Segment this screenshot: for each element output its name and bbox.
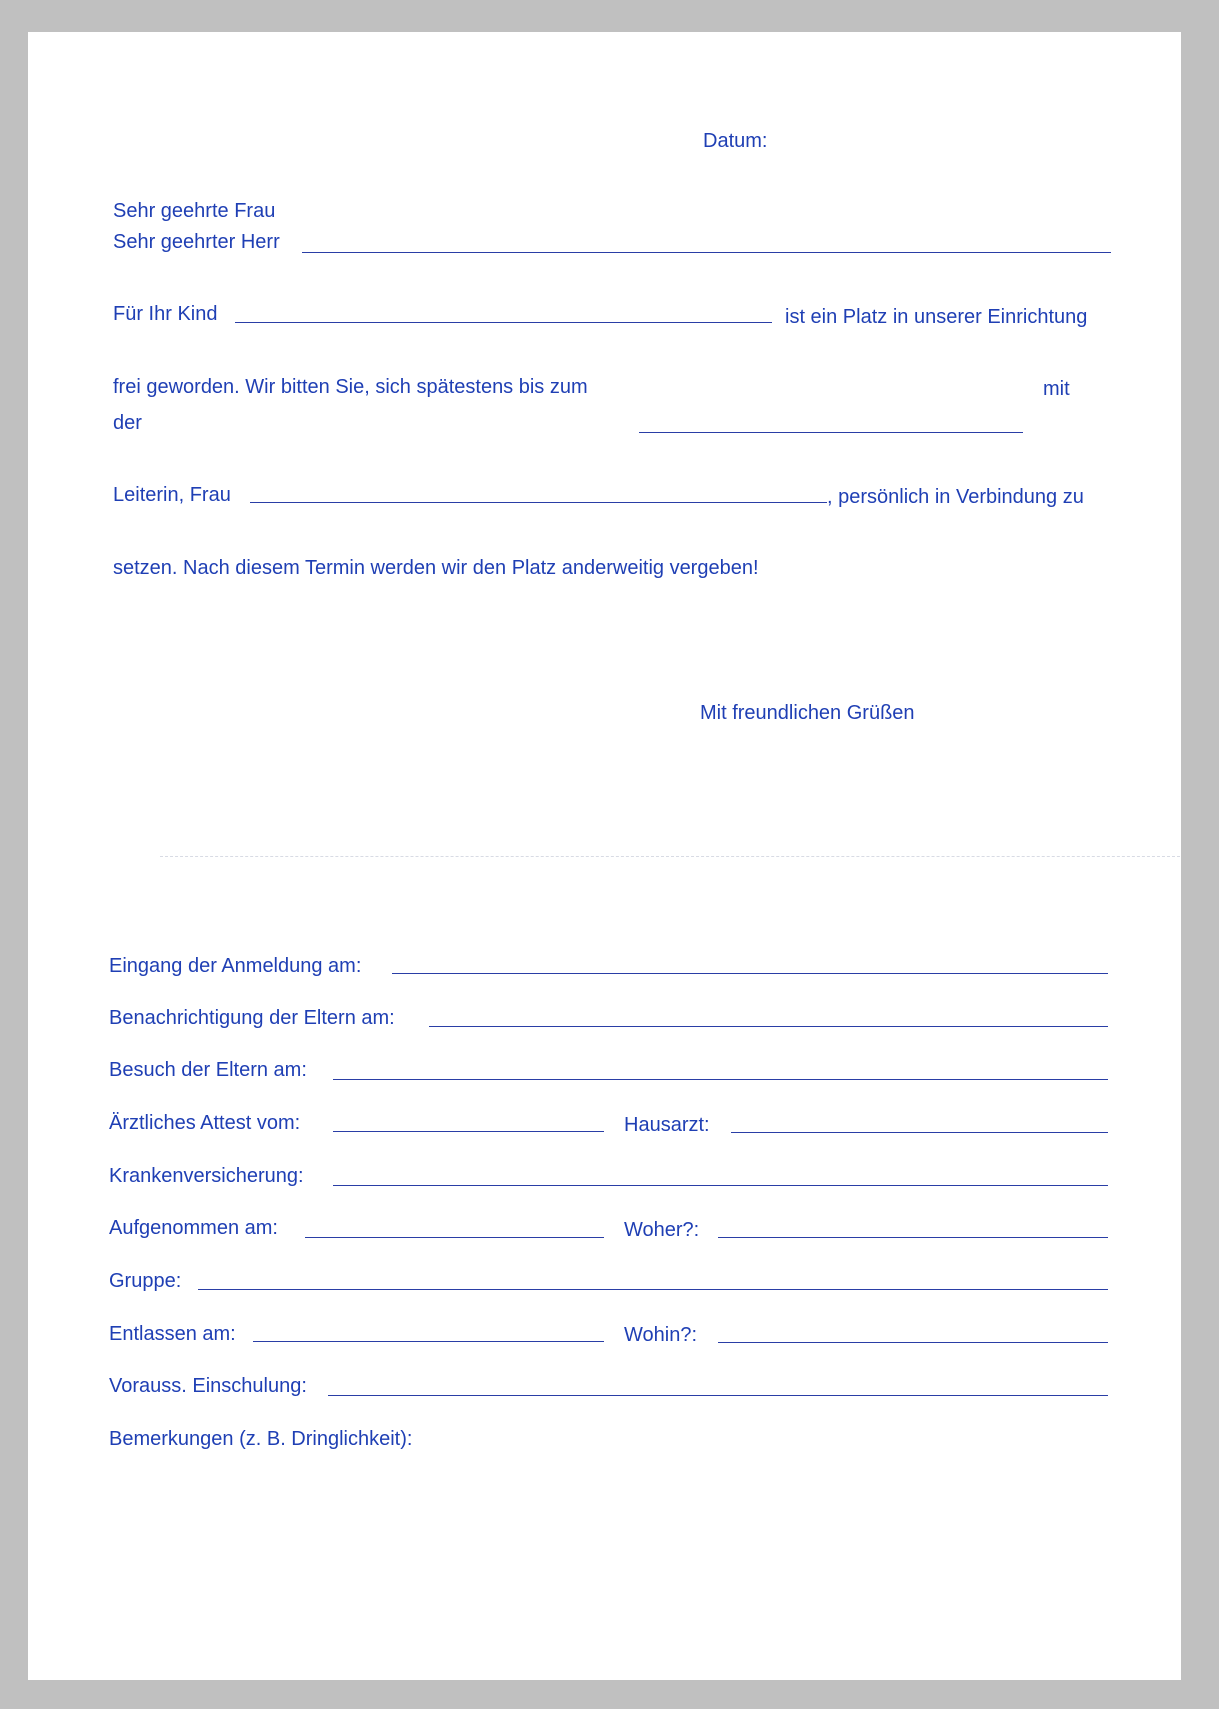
entlassen-label: Entlassen am: xyxy=(109,1323,236,1345)
gruppe-field[interactable] xyxy=(198,1289,1108,1290)
eingang-field[interactable] xyxy=(392,973,1108,974)
date-label: Datum: xyxy=(703,130,768,152)
woher-field[interactable] xyxy=(718,1237,1108,1238)
leader-name-field[interactable] xyxy=(250,502,827,503)
gruppe-label: Gruppe: xyxy=(109,1270,182,1292)
deadline-der: der xyxy=(113,412,142,434)
child-suffix-label: ist ein Platz in unserer Einrichtung xyxy=(785,306,1088,328)
wohin-label: Wohin?: xyxy=(624,1324,698,1346)
aufgenommen-label: Aufgenommen am: xyxy=(109,1217,278,1239)
hausarzt-label: Hausarzt: xyxy=(624,1114,710,1136)
besuch-field[interactable] xyxy=(333,1079,1108,1080)
bemerkungen-label: Bemerkungen (z. B. Dringlichkeit): xyxy=(109,1428,413,1450)
eingang-label: Eingang der Anmeldung am: xyxy=(109,955,362,977)
deadline-text: frei geworden. Wir bitten Sie, sich spätestens bis zum xyxy=(113,376,588,398)
deadline-mit: mit xyxy=(1043,378,1070,400)
benachrichtigung-label: Benachrichtigung der Eltern am: xyxy=(109,1007,395,1029)
child-name-field[interactable] xyxy=(235,322,772,323)
salutation-herr: Sehr geehrter Herr xyxy=(113,231,280,253)
leader-suffix-label: , persönlich in Verbindung zu xyxy=(827,486,1084,508)
krankenversicherung-field[interactable] xyxy=(333,1185,1108,1186)
child-prefix-label: Für Ihr Kind xyxy=(113,303,218,325)
leader-prefix-label: Leiterin, Frau xyxy=(113,484,231,506)
hausarzt-field[interactable] xyxy=(731,1132,1108,1133)
parent-name-field[interactable] xyxy=(302,252,1111,253)
attest-field[interactable] xyxy=(333,1131,604,1132)
krankenversicherung-label: Krankenversicherung: xyxy=(109,1165,304,1187)
wohin-field[interactable] xyxy=(718,1342,1108,1343)
salutation-frau: Sehr geehrte Frau xyxy=(113,200,276,222)
besuch-label: Besuch der Eltern am: xyxy=(109,1059,307,1081)
woher-label: Woher?: xyxy=(624,1219,700,1241)
aufgenommen-field[interactable] xyxy=(305,1237,604,1238)
einschulung-field[interactable] xyxy=(328,1395,1108,1396)
benachrichtigung-field[interactable] xyxy=(429,1026,1108,1027)
closing-text: setzen. Nach diesem Termin werden wir den Platz anderweitig vergeben! xyxy=(113,557,759,579)
attest-label: Ärztliches Attest vom: xyxy=(109,1112,301,1134)
einschulung-label: Vorauss. Einschulung: xyxy=(109,1375,307,1397)
deadline-date-field[interactable] xyxy=(639,432,1023,433)
regards-text: Mit freundlichen Grüßen xyxy=(700,702,915,724)
entlassen-field[interactable] xyxy=(253,1341,604,1342)
fold-line xyxy=(160,856,1180,857)
